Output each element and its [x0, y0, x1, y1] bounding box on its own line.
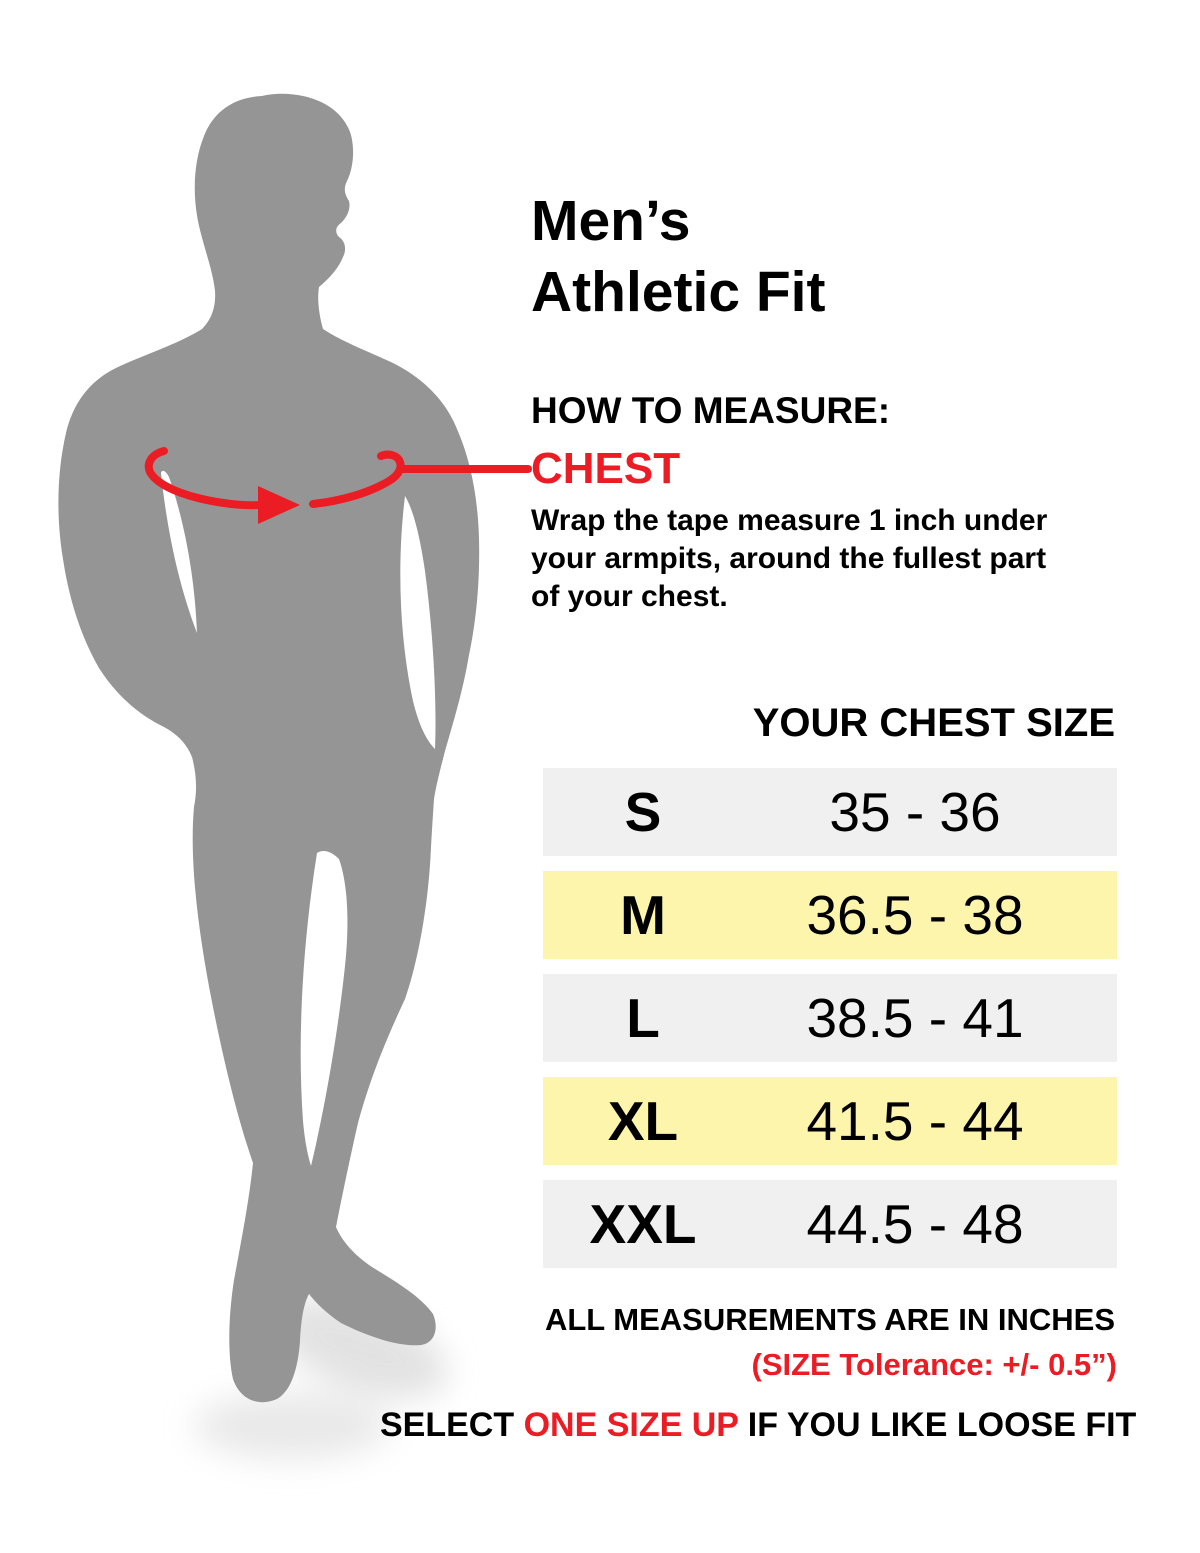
size-row-l: [543, 974, 1117, 1062]
how-to-measure-heading: HOW TO MEASURE:: [531, 390, 891, 431]
loose-fit-suffix: IF YOU LIKE LOOSE FIT: [738, 1406, 1137, 1444]
size-row-m: [543, 871, 1117, 959]
page-title-line2: Athletic Fit: [531, 260, 826, 324]
loose-fit-note: [380, 1406, 1135, 1445]
chest-range: 36.5 - 38: [806, 884, 1024, 946]
loose-fit-highlight: ONE SIZE UP: [523, 1406, 739, 1444]
chest-range: 44.5 - 48: [806, 1193, 1024, 1255]
chest-range: 41.5 - 44: [806, 1090, 1024, 1152]
size-row-xxl: [543, 1180, 1117, 1268]
size-table-header: YOUR CHEST SIZE: [752, 701, 1115, 745]
size-label: XXL: [589, 1193, 697, 1255]
size-label: L: [626, 987, 660, 1049]
size-label: S: [624, 781, 662, 843]
size-label: M: [620, 884, 666, 946]
size-label: XL: [607, 1090, 679, 1152]
chest-range: 38.5 - 41: [806, 987, 1024, 1049]
chest-label: CHEST: [531, 444, 681, 493]
size-table: [543, 768, 1117, 1283]
measure-instructions: [531, 502, 1047, 616]
measure-instructions-line1: Wrap the tape measure 1 inch under: [531, 504, 1048, 537]
loose-fit-prefix: SELECT: [380, 1406, 524, 1444]
page-title-line1: Men’s: [531, 189, 691, 253]
measurements-note: ALL MEASUREMENTS ARE IN INCHES: [544, 1302, 1116, 1337]
size-row-xl: [543, 1077, 1117, 1165]
chest-range: 35 - 36: [829, 781, 1001, 843]
man-silhouette-icon: [58, 94, 479, 1402]
measure-instructions-line2: your armpits, around the fullest part: [531, 542, 1047, 575]
page-title: [531, 186, 826, 328]
measure-instructions-line3: of your chest.: [531, 580, 728, 613]
tolerance-note: (SIZE Tolerance: +/- 0.5”): [751, 1347, 1117, 1382]
size-row-s: [543, 768, 1117, 856]
